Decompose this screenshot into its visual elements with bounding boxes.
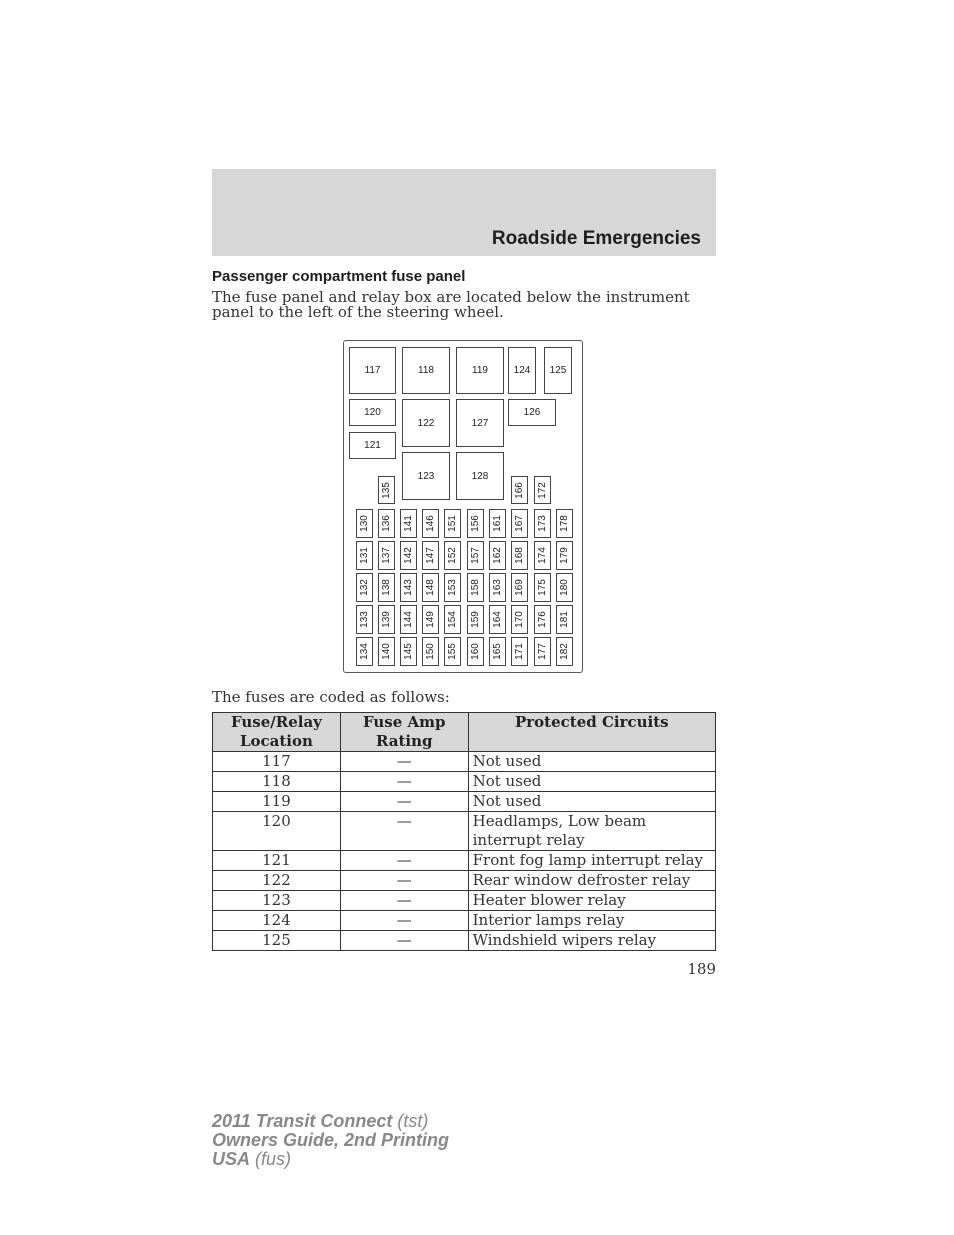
fuse-149: 149 bbox=[422, 605, 439, 634]
cell-rating: — bbox=[340, 752, 468, 772]
fuse-165: 165 bbox=[489, 637, 506, 666]
fuse-155: 155 bbox=[444, 637, 461, 666]
fuse-141: 141 bbox=[400, 509, 417, 538]
fuse-169: 169 bbox=[511, 573, 528, 602]
chapter-header bbox=[212, 169, 716, 256]
fuse-123: 123 bbox=[402, 452, 450, 500]
fuse-126: 126 bbox=[508, 399, 556, 426]
fuse-174: 174 bbox=[534, 541, 551, 570]
cell-rating: — bbox=[340, 931, 468, 951]
chapter-title: Roadside Emergencies bbox=[491, 228, 701, 249]
cell-rating: — bbox=[340, 891, 468, 911]
footer-market: USA bbox=[212, 1149, 251, 1169]
fuse-122: 122 bbox=[402, 399, 450, 447]
footer-guide: Owners Guide, 2nd Printing bbox=[212, 1130, 450, 1150]
fuse-180: 180 bbox=[556, 573, 573, 602]
cell-rating: — bbox=[340, 851, 468, 871]
cell-rating: — bbox=[340, 812, 468, 851]
fuse-160: 160 bbox=[467, 637, 484, 666]
fuse-167: 167 bbox=[511, 509, 528, 538]
fuse-148: 148 bbox=[422, 573, 439, 602]
fuse-139: 139 bbox=[378, 605, 395, 634]
fuse-135: 135 bbox=[378, 476, 395, 504]
cell-circuit: Rear window defroster relay bbox=[468, 871, 715, 891]
fuse-138: 138 bbox=[378, 573, 395, 602]
fuse-154: 154 bbox=[444, 605, 461, 634]
cell-location: 121 bbox=[213, 851, 341, 871]
fuse-159: 159 bbox=[467, 605, 484, 634]
page-number: 189 bbox=[687, 960, 716, 978]
cell-circuit: Not used bbox=[468, 752, 715, 772]
cell-location: 122 bbox=[213, 871, 341, 891]
fuse-125: 125 bbox=[544, 347, 572, 394]
cell-rating: — bbox=[340, 871, 468, 891]
fuse-168: 168 bbox=[511, 541, 528, 570]
fuse-142: 142 bbox=[400, 541, 417, 570]
fuse-176: 176 bbox=[534, 605, 551, 634]
fuse-127: 127 bbox=[456, 399, 504, 447]
cell-location: 119 bbox=[213, 792, 341, 812]
footer-model-code: (tst) bbox=[397, 1111, 429, 1131]
fuse-163: 163 bbox=[489, 573, 506, 602]
fuse-177: 177 bbox=[534, 637, 551, 666]
table-header-row bbox=[213, 713, 716, 752]
table-row bbox=[213, 792, 716, 812]
table-row bbox=[213, 772, 716, 792]
section-heading: Passenger compartment fuse panel bbox=[212, 268, 466, 285]
cell-circuit: Not used bbox=[468, 792, 715, 812]
fuse-161: 161 bbox=[489, 509, 506, 538]
fuse-121: 121 bbox=[349, 432, 396, 459]
table-row bbox=[213, 931, 716, 951]
coded-intro: The fuses are coded as follows: bbox=[212, 688, 450, 706]
fuse-136: 136 bbox=[378, 509, 395, 538]
table-row bbox=[213, 891, 716, 911]
cell-circuit: Not used bbox=[468, 772, 715, 792]
fuse-150: 150 bbox=[422, 637, 439, 666]
cell-location: 123 bbox=[213, 891, 341, 911]
fuse-178: 178 bbox=[556, 509, 573, 538]
cell-rating: — bbox=[340, 911, 468, 931]
fuse-171: 171 bbox=[511, 637, 528, 666]
fuse-170: 170 bbox=[511, 605, 528, 634]
footer-market-code: (fus) bbox=[255, 1149, 292, 1169]
fuse-151: 151 bbox=[444, 509, 461, 538]
fuse-143: 143 bbox=[400, 573, 417, 602]
header-protected-circuits: Protected Circuits bbox=[468, 713, 715, 752]
fuse-145: 145 bbox=[400, 637, 417, 666]
cell-circuit: Windshield wipers relay bbox=[468, 931, 715, 951]
cell-location: 120 bbox=[213, 812, 341, 851]
fuse-panel-diagram bbox=[343, 340, 583, 673]
fuse-152: 152 bbox=[444, 541, 461, 570]
cell-rating: — bbox=[340, 792, 468, 812]
fuse-table bbox=[212, 712, 716, 951]
cell-location: 117 bbox=[213, 752, 341, 772]
header-amp-rating: Fuse Amp Rating bbox=[340, 713, 468, 752]
fuse-162: 162 bbox=[489, 541, 506, 570]
table-row bbox=[213, 871, 716, 891]
cell-location: 124 bbox=[213, 911, 341, 931]
cell-location: 118 bbox=[213, 772, 341, 792]
fuse-164: 164 bbox=[489, 605, 506, 634]
cell-location: 125 bbox=[213, 931, 341, 951]
fuse-120: 120 bbox=[349, 399, 396, 426]
fuse-166: 166 bbox=[511, 476, 528, 504]
fuse-119: 119 bbox=[456, 347, 504, 394]
fuse-179: 179 bbox=[556, 541, 573, 570]
fuse-153: 153 bbox=[444, 573, 461, 602]
fuse-147: 147 bbox=[422, 541, 439, 570]
fuse-175: 175 bbox=[534, 573, 551, 602]
cell-circuit: Headlamps, Low beam interrupt relay bbox=[468, 812, 715, 851]
fuse-132: 132 bbox=[356, 573, 373, 602]
fuse-117: 117 bbox=[349, 347, 396, 394]
cell-circuit: Front fog lamp interrupt relay bbox=[468, 851, 715, 871]
cell-circuit: Heater blower relay bbox=[468, 891, 715, 911]
table-row bbox=[213, 851, 716, 871]
fuse-173: 173 bbox=[534, 509, 551, 538]
fuse-134: 134 bbox=[356, 637, 373, 666]
cell-circuit: Interior lamps relay bbox=[468, 911, 715, 931]
fuse-124: 124 bbox=[508, 347, 536, 394]
fuse-146: 146 bbox=[422, 509, 439, 538]
fuse-130: 130 bbox=[356, 509, 373, 538]
fuse-158: 158 bbox=[467, 573, 484, 602]
table-row bbox=[213, 812, 716, 851]
fuse-131: 131 bbox=[356, 541, 373, 570]
fuse-133: 133 bbox=[356, 605, 373, 634]
fuse-128: 128 bbox=[456, 452, 504, 500]
intro-paragraph: The fuse panel and relay box are located below the instrument panel to the left of the steering wheel. bbox=[212, 288, 690, 321]
fuse-181: 181 bbox=[556, 605, 573, 634]
footer-model: 2011 Transit Connect bbox=[212, 1111, 393, 1131]
fuse-157: 157 bbox=[467, 541, 484, 570]
fuse-118: 118 bbox=[402, 347, 450, 394]
fuse-172: 172 bbox=[534, 476, 551, 504]
fuse-182: 182 bbox=[556, 637, 573, 666]
table-row bbox=[213, 752, 716, 772]
fuse-156: 156 bbox=[467, 509, 484, 538]
footer-imprint bbox=[212, 1112, 449, 1169]
fuse-144: 144 bbox=[400, 605, 417, 634]
cell-rating: — bbox=[340, 772, 468, 792]
fuse-140: 140 bbox=[378, 637, 395, 666]
fuse-137: 137 bbox=[378, 541, 395, 570]
table-row bbox=[213, 911, 716, 931]
header-location: Fuse/Relay Location bbox=[213, 713, 341, 752]
